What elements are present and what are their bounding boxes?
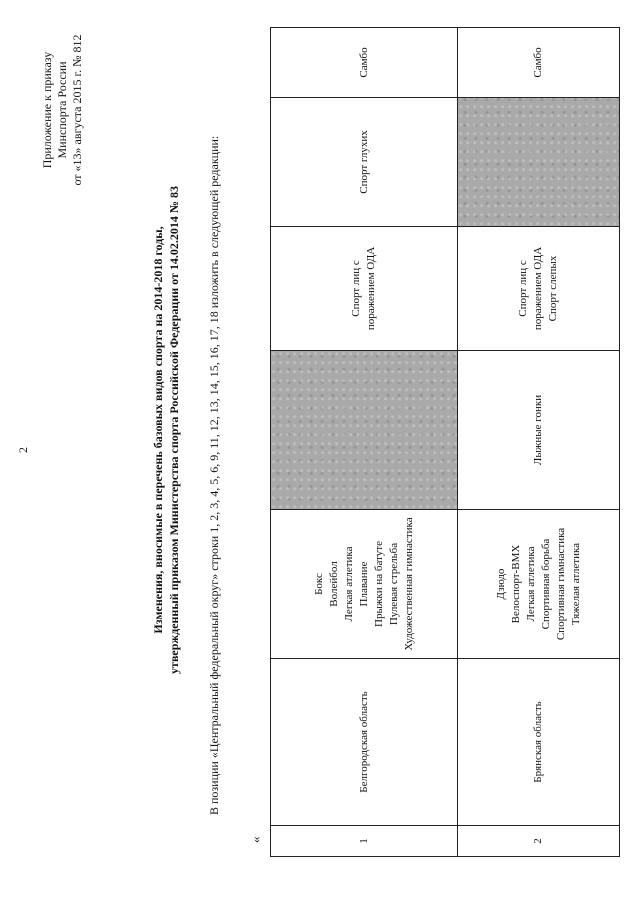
- intro-paragraph: В позиции «Центральный федеральный округ» строки 1, 2, 3, 4, 5, 6, 9, 11, 12, 13, 14, 15, 16, 17, 18 изложить в следующей редакции:: [207, 135, 221, 815]
- table-row: [458, 28, 620, 857]
- sport-item: Прыжки на батуте: [372, 541, 385, 627]
- sport-item: Спорт слепых: [547, 255, 560, 322]
- title-line: Изменения, вносимые в перечень базовых видов спорта на 2014-2018 годы,: [151, 226, 165, 634]
- sport-item: Спортивная гимнастика: [554, 527, 567, 641]
- page-number: 2: [16, 447, 30, 453]
- appendix-line: от «13» августа 2015 г. № 812: [70, 34, 84, 186]
- sport-item: Спорт лиц с поражением ОДА: [517, 246, 545, 331]
- sport-item: Тяжелая атлетика: [569, 542, 582, 626]
- sport-item: Дзюдо: [494, 568, 507, 600]
- sport-item: Художественная гимнастика: [402, 517, 415, 651]
- oda-sports-cell: [458, 227, 620, 351]
- sport-item: Бокс: [312, 573, 325, 595]
- title-line: утвержденный приказом Министерства спорта Российской Федерации от 14.02.2014 № 83: [167, 186, 181, 674]
- row-number: 2: [458, 826, 620, 857]
- appendix-line: Приложение к приказу: [40, 51, 54, 169]
- sambo-cell: Самбо: [271, 28, 458, 98]
- sport-item: Спорт лиц с поражением ОДА: [350, 246, 378, 331]
- sport-item: Велоспорт-ВМХ: [509, 544, 522, 624]
- sport-item: Легкая атлетика: [342, 546, 355, 622]
- sport-item: Спортивная борьба: [539, 538, 552, 630]
- region-cell: Белгородская область: [271, 659, 458, 826]
- document-title: [150, 155, 182, 705]
- table-row: [271, 28, 458, 857]
- appendix-header: [40, 15, 85, 205]
- deaf-sports-cell: Спорт глухих: [271, 98, 458, 227]
- winter-sports-cell: Лыжные гонки: [458, 351, 620, 510]
- sport-item: Плавание: [357, 561, 370, 607]
- appendix-line: Минспорта России: [55, 61, 69, 159]
- sports-table: [270, 27, 620, 857]
- region-cell: Брянская область: [458, 659, 620, 826]
- summer-sports-cell: [458, 510, 620, 659]
- sport-item: Волейбол: [327, 561, 340, 607]
- sport-item: Легкая атлетика: [524, 546, 537, 622]
- summer-sports-cell: [271, 510, 458, 659]
- opening-quote: «: [248, 836, 263, 843]
- winter-sports-cell-empty: [271, 351, 458, 510]
- oda-sports-cell: [271, 227, 458, 351]
- deaf-sports-cell-empty: [458, 98, 620, 227]
- sambo-cell: Самбо: [458, 28, 620, 98]
- sport-item: Пулевая стрельба: [387, 542, 400, 626]
- row-number: 1: [271, 826, 458, 857]
